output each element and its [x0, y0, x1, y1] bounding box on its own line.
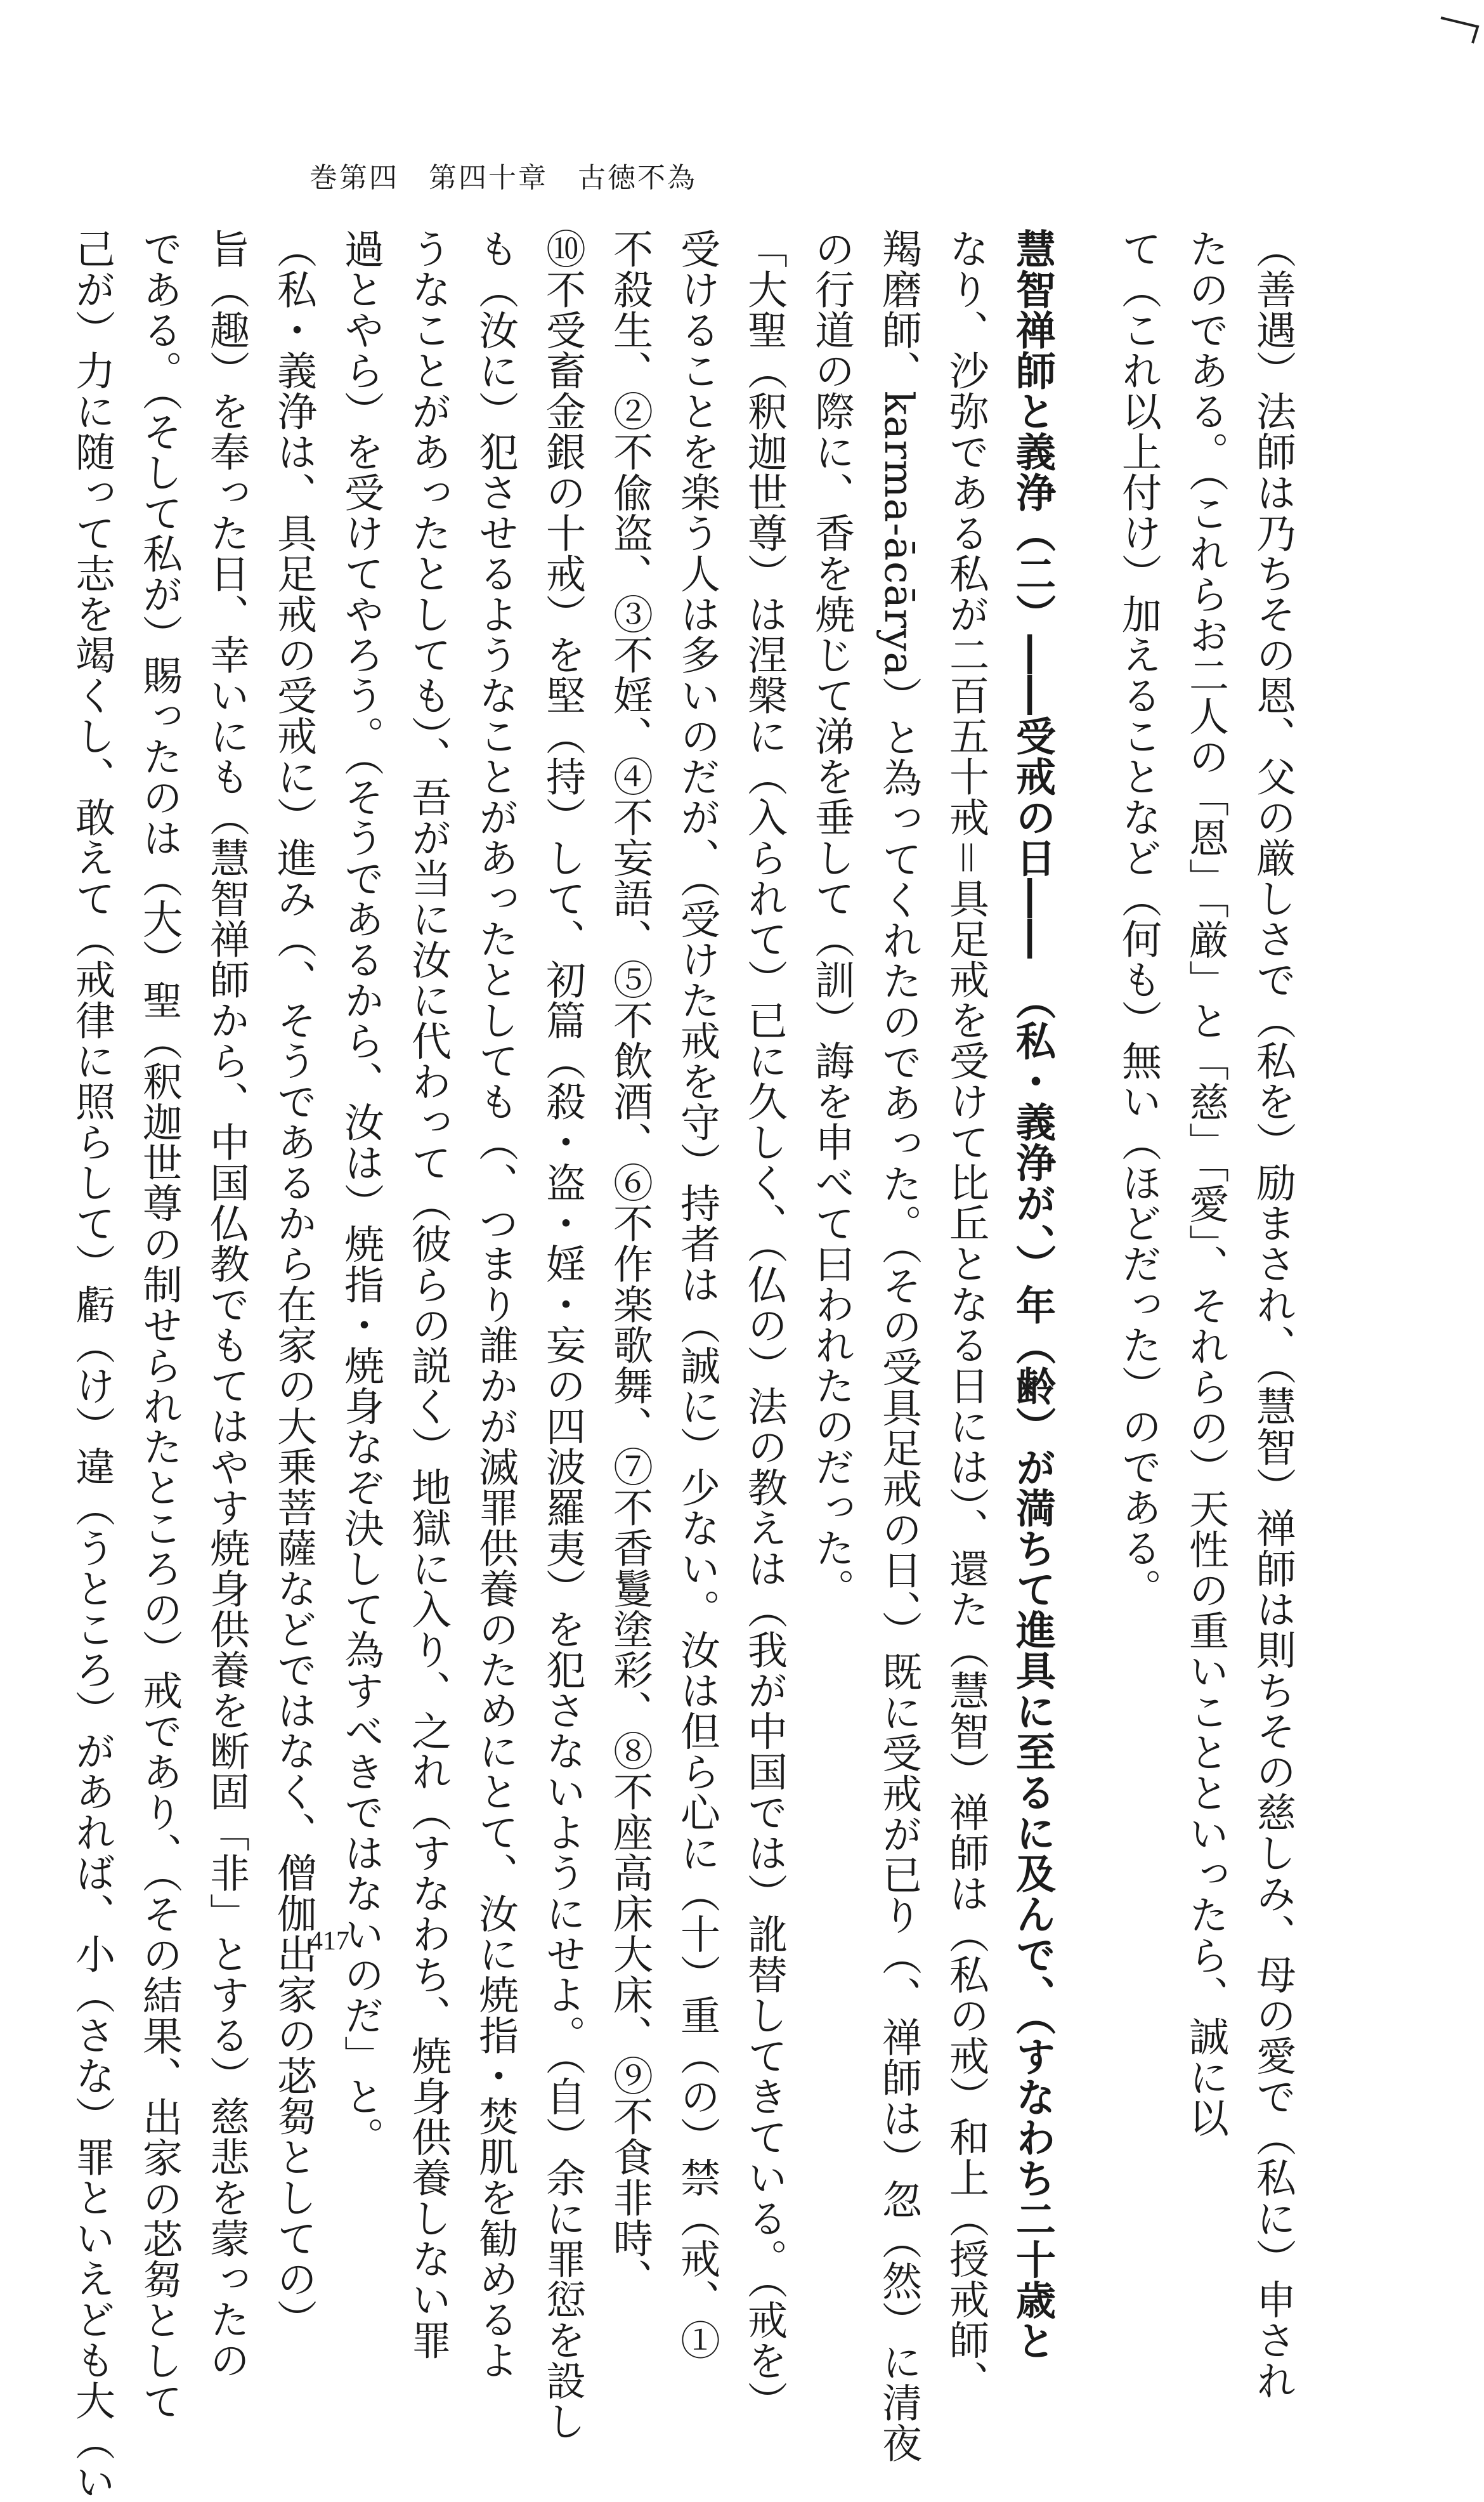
- text-column-8: 「大聖（釈迦世尊）は涅槃に（入られて）已に久しく、（仏の）法の教えは（我が中国では）訛替してきている。（戒を）: [741, 228, 788, 2421]
- text-column-1: （善遇）法師は乃ちその恩、父の厳しさで（私を）励まされ、（慧智）禅師は則ちその慈しみ、母の愛で（私に）申され: [1250, 228, 1296, 2401]
- text-column-18: 己が）力に随って志を竭くし、敢えて（戒律に照らして）虧（け）違（うところ）があれば、小（さな）罪といえども大（い: [69, 228, 115, 2502]
- text-column-5: なり、沙弥である私が二百五十戒＝具足戒を受けて比丘となる日には）、還た（慧智）禅師は（私の戒）和上（授戒師、: [943, 228, 989, 2401]
- text-column-14: 過とやら）を受けてやろう。（そうであるから、汝は）焼指・焼身なぞ決して為すべきではないのだ」と。: [338, 228, 384, 2158]
- running-head: 巻第四 第四十章 古徳不為: [309, 162, 697, 194]
- text-column-3: て（これ以上付け）加えることなど（何も）無い（ほどだった）のである。: [1116, 228, 1162, 1609]
- text-column-11: ⑩不受畜金銀の十戒）を堅（持）して、初篇（殺・盗・婬・妄の四波羅夷）を犯さないようにせよ。（自）余に罪愆を設し: [540, 228, 586, 2442]
- section-gap: [1067, 228, 1105, 1852]
- section-heading-column: 慧智禅師と義浄（二）――受戒の日―― （私・義浄が、）年（齢）が満ちて進具に至るに及んで、（すなわち二十歳と: [1010, 228, 1057, 2361]
- text-column-7: の行道の際に、香を焼じて涕を垂して（訓）誨を申べて曰われたのだった。: [809, 228, 855, 1609]
- text-column-12: も（汝に）犯させるようなことがあったとしても（、つまり誰かが滅罪供養のためにとて、汝に焼指・焚肌を勧めるよ: [472, 228, 519, 2380]
- text-column-9: 受けることを楽う人は多いのだが、（受けた戒を守）持者は（誠に）少ない。汝は但ら心に（十）重（の）禁（戒、①: [674, 228, 720, 2361]
- text-column-10: 不殺生、②不偸盗、③不婬、④不妄語、⑤不飲酒、⑥不作楽歌舞、⑦不香鬘塗彩、⑧不座高床大床、⑨不食非時、: [607, 228, 653, 2299]
- text-column-13: うなことがあったとしても）、吾が当に汝に代わって（彼らの説く）地獄に入り、之れ（すなわち、焼身供養しない罪: [405, 228, 452, 2361]
- corner-scan-mark: [1440, 13, 1484, 44]
- text-column-16: 旨（趣）を奉った日、幸いにも（慧智禅師から、中国仏教でもてはやす焼身供養を断固「非」とする）慈悲を蒙ったの: [204, 228, 250, 2380]
- text-column-6: 羯磨師、karma-ācārya）と為ってくれたのであった。（その受具足戒の日、）既に受戒が已り（、禅師は）忽（然）に清夜: [876, 228, 922, 2464]
- text-column-17: である。（そして私が）賜ったのは（大）聖（釈迦世尊の制せられたところの）戒であり、（その結果、出家の苾芻として: [136, 228, 183, 2421]
- text-column-2: たのである。（これらお二人の「恩」「厳」と「慈」「愛」、それらの）天性の重いことといったら、誠に以: [1183, 228, 1229, 2138]
- text-column-15: （私・義浄は、具足戒の受戒に）進み（、そうであるから在家の大乗菩薩などではなく、僧伽出家の苾芻としての）: [271, 228, 317, 2340]
- page-number: 417: [309, 1927, 349, 1956]
